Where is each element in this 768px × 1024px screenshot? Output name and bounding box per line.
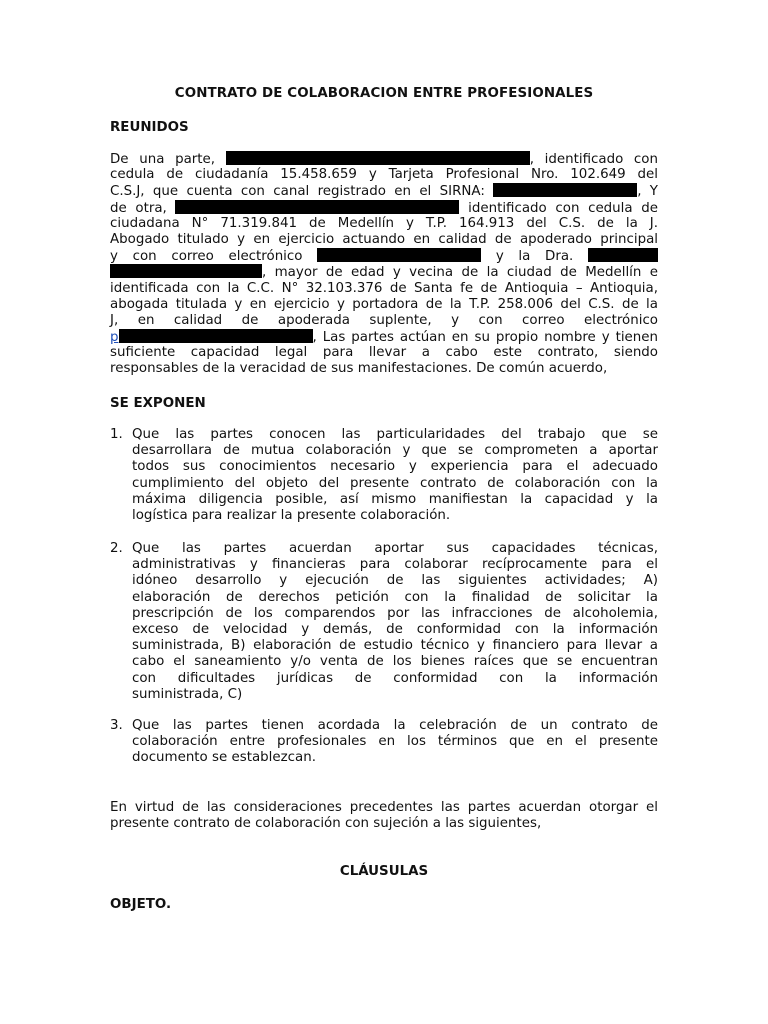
closing-paragraph — [110, 800, 658, 832]
reunidos-paragraph — [110, 151, 658, 378]
text: administrativas y financieras para colaborar recíprocamente para el — [132, 557, 658, 573]
redacted-block — [493, 183, 637, 197]
text: suministrada, B) elaboración de estudio técnico y financiero para llevar a — [132, 638, 658, 654]
text: ciudadana N° 71.319.841 de Medellín y T.P. 164.913 del C.S. de la J. — [110, 215, 658, 231]
document-title: CONTRATO DE COLABORACION ENTRE PROFESIONALES — [174, 86, 594, 101]
list-number: 3. — [110, 718, 123, 733]
heading-objeto: OBJETO. — [110, 897, 172, 912]
text: abogada titulada y en ejercicio y portadora de la T.P. 258.006 del C.S. de la — [110, 296, 658, 312]
text: colaboración entre profesionales en los términos que en el presente — [132, 734, 658, 750]
text: identificado con cedula de — [459, 200, 658, 216]
text: suficiente capacidad legal para llevar a cabo este contrato, siendo — [110, 345, 658, 361]
reunidos-line-12 — [110, 329, 658, 345]
reunidos-line-6 — [110, 232, 658, 248]
heading-se-exponen: SE EXPONEN — [110, 396, 206, 411]
reunidos-line-14 — [110, 361, 658, 377]
text: De una parte, — [110, 152, 226, 167]
reunidos-line-11 — [110, 313, 658, 329]
text: identificada con la C.C. N° 32.103.376 de Santa fe de Antioquia – Antioquia, — [110, 280, 658, 296]
list-body — [132, 427, 658, 524]
text: máxima diligencia posible, así mismo manifiestan la capacidad y la — [132, 491, 658, 507]
reunidos-line-3 — [110, 183, 658, 199]
redacted-block — [226, 151, 530, 165]
text: exceso de velocidad y demás, de conformidad con la información — [132, 621, 658, 637]
heading-clausulas: CLÁUSULAS — [339, 864, 429, 879]
text: de otra, — [110, 200, 176, 216]
redacted-block — [110, 264, 262, 278]
text: Abogado titulado y en ejercicio actuando en calidad de apoderado principal — [110, 231, 658, 247]
reunidos-line-4 — [110, 200, 658, 216]
text: responsables de la veracidad de sus manifestaciones. De común acuerdo, — [110, 361, 608, 377]
text: , identificado con — [529, 152, 658, 167]
reunidos-line-7 — [110, 248, 658, 264]
text: Que las partes tienen acordada la celebración de un contrato de — [132, 718, 658, 733]
redacted-block — [119, 329, 313, 343]
reunidos-line-1 — [110, 151, 658, 167]
text: elaboración de derechos petición con la finalidad de solicitar la — [132, 589, 658, 605]
email-link[interactable]: p — [110, 330, 119, 346]
list-item — [110, 541, 658, 706]
text: y con correo electrónico — [110, 249, 318, 265]
heading-reunidos: REUNIDOS — [110, 120, 189, 135]
text: suministrada, C) — [132, 686, 243, 702]
list-item — [110, 718, 658, 768]
redacted-block — [317, 248, 481, 262]
text: , mayor de edad y vecina de la ciudad de Medellín e — [262, 265, 658, 281]
list-number: 1. — [110, 427, 123, 442]
text: desarrollara de mutua colaboración y que se comprometen a aportar — [132, 443, 658, 459]
text: En virtud de las consideraciones precedentes las partes acuerdan otorgar el — [110, 800, 658, 815]
redacted-block — [175, 200, 459, 214]
reunidos-line-2 — [110, 167, 658, 183]
text: todos sus conocimientos necesario y experiencia para el adecuado — [132, 459, 658, 475]
text: idóneo desarrollo y ejecución de las siguientes actividades; A) — [132, 573, 658, 589]
list-item — [110, 427, 658, 527]
text: documento se establezcan. — [132, 750, 316, 766]
text: prescripción de los comparendos por las infracciones de alcoholemia, — [132, 605, 658, 621]
text: Que las partes acuerdan aportar sus capacidades técnicas, — [132, 541, 658, 556]
text: cumplimiento del objeto del presente contrato de colaboración con la — [132, 475, 658, 491]
list-body — [132, 718, 658, 767]
text: con dificultades jurídicas de conformidad con la información — [132, 670, 658, 686]
reunidos-line-13 — [110, 345, 658, 361]
redacted-block — [588, 248, 658, 262]
text: presente contrato de colaboración con sujeción a las siguientes, — [110, 816, 542, 832]
text: y la Dra. — [481, 249, 588, 265]
list-number: 2. — [110, 541, 123, 556]
text: J, en calidad de apoderada suplente, y con correo electrónico — [110, 312, 658, 328]
text: cedula de ciudadanía 15.458.659 y Tarjeta Profesional Nro. 102.649 del — [110, 167, 658, 183]
text: Que las partes conocen las particularidades del trabajo que se — [132, 427, 658, 442]
list-body — [132, 541, 658, 703]
reunidos-line-10 — [110, 297, 658, 313]
text: logística para realizar la presente colaboración. — [132, 507, 451, 523]
text: , Y — [637, 184, 658, 200]
document-page — [110, 0, 658, 1024]
text: cabo el saneamiento y/o venta de los bienes raíces que se encuentran — [132, 654, 658, 670]
reunidos-line-5 — [110, 216, 658, 232]
reunidos-line-8 — [110, 264, 658, 280]
text: C.S.J, que cuenta con canal registrado en el SIRNA: — [110, 184, 494, 200]
text: , Las partes actúan en su propio nombre y tienen — [312, 330, 658, 346]
reunidos-line-9 — [110, 281, 658, 297]
